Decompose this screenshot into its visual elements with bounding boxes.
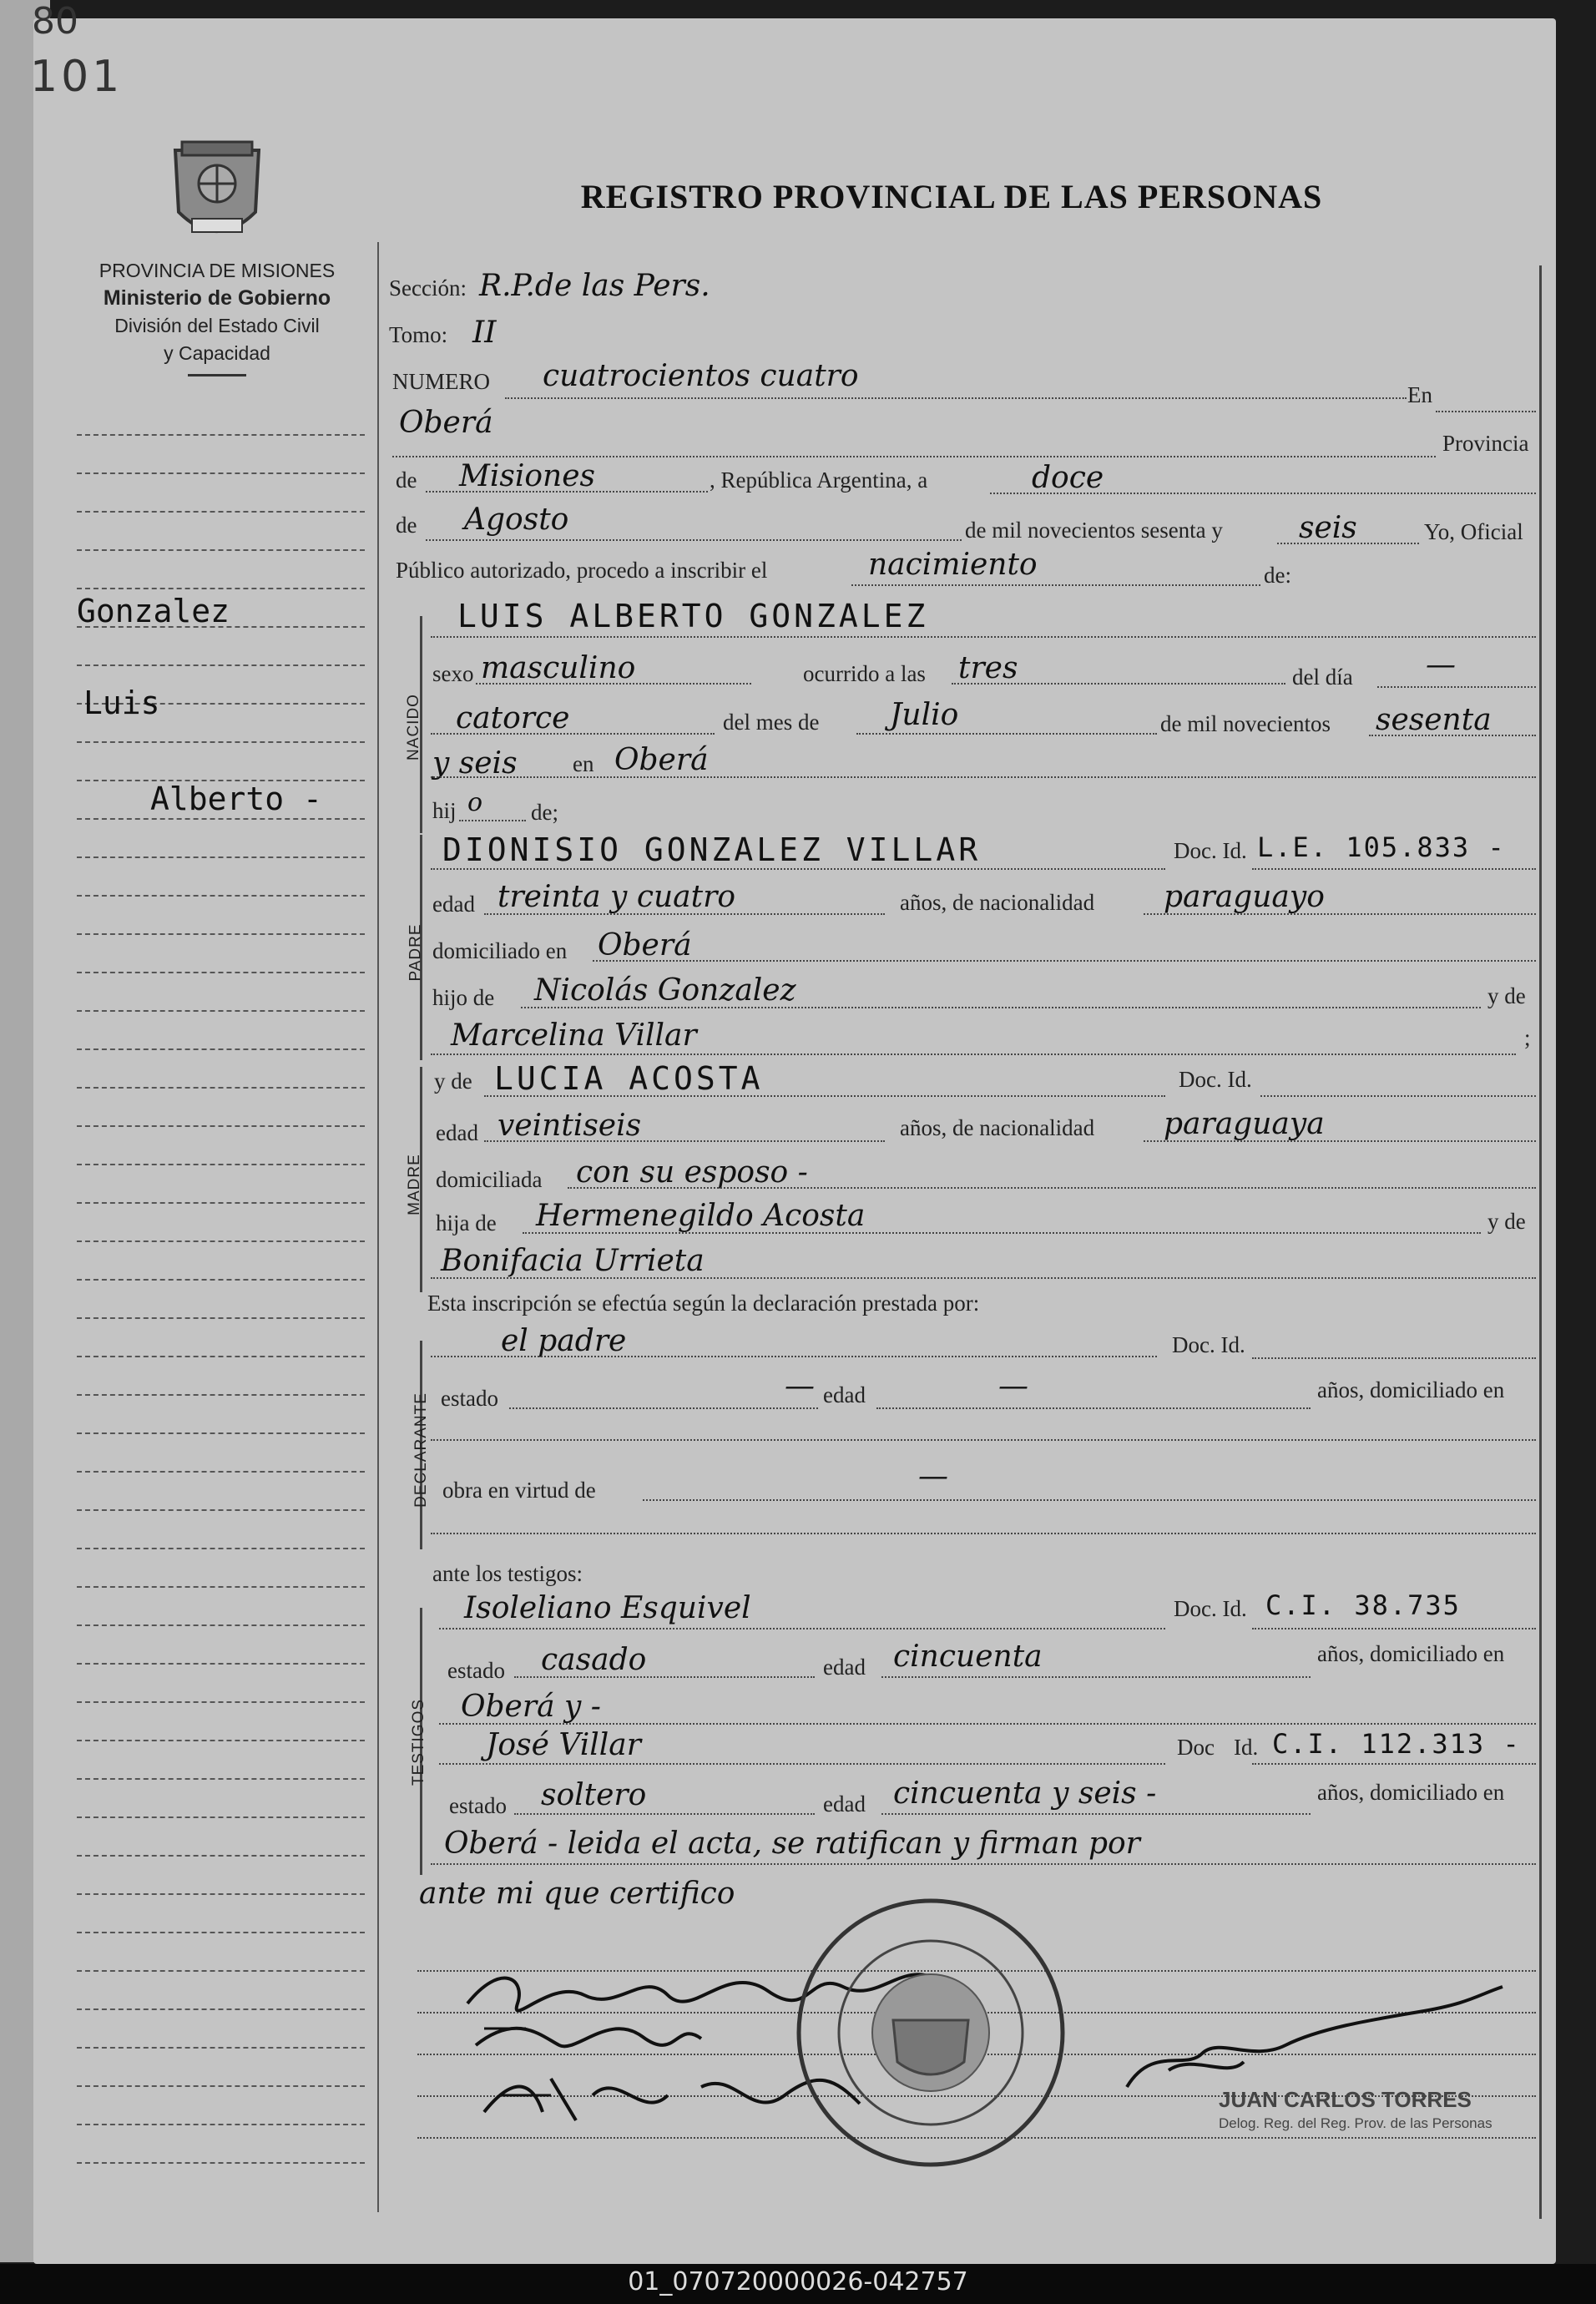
label-estado-decl: estado <box>441 1386 498 1411</box>
value-anio: seis <box>1299 511 1357 545</box>
margin-ruled-line <box>77 1010 365 1012</box>
value-madre-edad: veintiseis <box>497 1109 642 1143</box>
section-label-nacido: NACIDO <box>404 694 422 760</box>
margin-ruled-line <box>77 2047 365 2049</box>
label-en-2: en <box>573 751 594 776</box>
value-declarante: el padre <box>501 1324 627 1358</box>
label-numero: NUMERO <box>392 369 491 394</box>
label-y-de-madre: y de <box>434 1069 472 1094</box>
margin-ruled-line <box>77 1855 365 1857</box>
label-anos-nac-madre: años, de nacionalidad <box>900 1115 1095 1140</box>
value-decl-obra: — <box>918 1459 948 1493</box>
dotted-line <box>1252 1357 1536 1359</box>
value-hora: tres <box>958 651 1018 685</box>
value-decl-estado: — <box>785 1369 815 1403</box>
dotted-line <box>1436 411 1536 412</box>
label-republica: , República Argentina, a <box>710 467 928 493</box>
label-y-de-madre-2: y de <box>1487 1209 1526 1234</box>
label-anos-dom-t1: años, domiciliado en <box>1317 1641 1505 1666</box>
official-name: JUAN CARLOS TORRES <box>1219 2087 1472 2112</box>
label-de: de <box>396 467 417 493</box>
label-ante: ante los testigos: <box>432 1561 583 1586</box>
value-anio-nac: sesenta <box>1376 703 1492 737</box>
label-anos-dom-decl: años, domiciliado en <box>1317 1377 1505 1402</box>
margin-ruled-line <box>77 1087 365 1089</box>
value-madre-nac: paraguaya <box>1164 1107 1325 1141</box>
dotted-line <box>431 776 1536 778</box>
label-publico: Público autorizado, procedo a inscribir el <box>396 558 768 583</box>
label-de-colon: de: <box>1264 563 1291 588</box>
margin-ruled-line <box>77 1125 365 1127</box>
label-sexo: sexo <box>432 661 474 686</box>
margin-ruled-line <box>77 588 365 589</box>
dotted-line <box>484 1140 885 1142</box>
label-yo-oficial: Yo, Oficial <box>1424 519 1523 544</box>
dotted-line <box>431 1277 1536 1279</box>
margin-ruled-line <box>77 2008 365 2010</box>
header-divider <box>188 374 246 376</box>
document-title: REGISTRO PROVINCIAL DE LAS PERSONAS <box>580 178 1323 215</box>
dotted-line <box>876 1407 1311 1409</box>
value-lugar: Oberá <box>399 406 493 440</box>
label-de-2: de <box>396 513 417 538</box>
label-de-mil: de mil novecientos sesenta y <box>965 518 1223 543</box>
margin-ruled-line <box>77 1164 365 1165</box>
dotted-line <box>881 1813 1311 1815</box>
margin-ruled-line <box>77 1240 365 1242</box>
value-testigo2-doc: C.I. 112.313 - <box>1272 1728 1521 1760</box>
value-tomo: II <box>472 316 497 350</box>
value-acto: nacimiento <box>868 548 1038 582</box>
label-estado-t2: estado <box>449 1793 507 1818</box>
dotted-line <box>431 1863 1536 1865</box>
margin-ruled-line <box>77 2124 365 2125</box>
dotted-line <box>952 683 1285 685</box>
margin-ruled-line <box>77 933 365 935</box>
dotted-line <box>426 491 708 493</box>
dotted-line <box>990 493 1536 494</box>
label-hija-de: hija de <box>436 1210 497 1235</box>
label-provincia: Provincia <box>1442 431 1529 456</box>
margin-ruled-line <box>77 1048 365 1050</box>
margin-ruled-line <box>77 1701 365 1703</box>
value-padre-nac: paraguayo <box>1164 880 1325 914</box>
label-estado-t1: estado <box>447 1658 505 1683</box>
value-padre-madre: Marcelina Villar <box>451 1018 697 1053</box>
issuer-ministry: Ministerio de Gobierno <box>103 286 331 310</box>
value-madre-madre: Bonifacia Urrieta <box>441 1244 705 1278</box>
margin-divider <box>377 242 379 2212</box>
value-dia-nac: catorce <box>456 701 570 735</box>
margin-ruled-line <box>77 472 365 474</box>
dotted-line <box>484 1095 1165 1097</box>
label-ocurrido: ocurrido a las <box>803 661 926 686</box>
value-testigo1: Isoleliano Esquivel <box>464 1591 751 1625</box>
value-hijo-suffix: o <box>467 788 483 817</box>
value-padre-dom: Oberá <box>598 928 692 963</box>
margin-ruled-line <box>77 1394 365 1396</box>
dotted-line <box>431 868 1165 870</box>
section-label-testigos: TESTIGOS <box>410 1698 428 1786</box>
dotted-line <box>431 1439 1536 1441</box>
margin-ruled-line <box>77 856 365 858</box>
margin-ruled-line <box>77 549 365 551</box>
section-label-declarante: DECLARANTE <box>412 1392 430 1508</box>
margin-first-name: Luis <box>83 685 160 721</box>
value-testigo1-estado: casado <box>541 1643 647 1677</box>
label-semicolon: ; <box>1524 1025 1531 1050</box>
section-label-madre: MADRE <box>405 1154 423 1215</box>
value-madre-padre: Hermenegildo Acosta <box>536 1199 866 1233</box>
issuer-province: PROVINCIA DE MISIONES <box>98 260 336 281</box>
margin-middle-name: Alberto - <box>150 781 322 817</box>
label-hijo-de: hijo de <box>432 985 495 1010</box>
margin-ruled-line <box>77 1778 365 1780</box>
margin-ruled-line <box>77 1202 365 1204</box>
label-edad-padre: edad <box>432 892 475 917</box>
margin-ruled-line <box>77 1663 365 1665</box>
label-doc-t2: Doc <box>1177 1735 1215 1760</box>
label-edad-t1: edad <box>823 1655 866 1680</box>
value-dash-dia: — <box>1426 648 1456 682</box>
dotted-line <box>459 820 526 821</box>
dotted-line <box>431 1053 1516 1055</box>
official-role: Delog. Reg. del Reg. Prov. de las Personas <box>1219 2115 1492 2131</box>
value-decl-edad: — <box>998 1369 1028 1403</box>
value-padre: DIONISIO GONZALEZ VILLAR <box>442 831 982 868</box>
dotted-line <box>514 1813 815 1815</box>
label-edad-madre: edad <box>436 1120 478 1145</box>
dotted-line <box>1252 868 1536 870</box>
label-dom-padre: domiciliado en <box>432 938 568 963</box>
dotted-line <box>593 960 1536 962</box>
dotted-line <box>476 683 751 685</box>
label-y-de-padre: y de <box>1487 983 1526 1008</box>
dotted-line <box>439 1628 1165 1629</box>
official-seal-stamp <box>793 1895 1068 2170</box>
value-nombre: LUIS ALBERTO GONZALEZ <box>457 598 929 634</box>
margin-ruled-line <box>77 1509 365 1511</box>
label-en: En <box>1407 382 1432 407</box>
label-del-mes: del mes de <box>723 710 820 735</box>
dotted-line <box>431 733 715 735</box>
value-seccion: R.P.de las Pers. <box>479 269 710 303</box>
label-edad-t2: edad <box>823 1791 866 1816</box>
margin-ruled-line <box>77 1471 365 1473</box>
dotted-line <box>1369 735 1536 736</box>
dotted-line <box>851 584 1260 586</box>
value-mes: Agosto <box>464 503 569 537</box>
margin-ruled-line <box>77 1740 365 1741</box>
margin-ruled-line <box>77 1893 365 1895</box>
margin-ruled-line <box>77 1624 365 1626</box>
issuer-division: División del Estado Civil <box>114 315 320 336</box>
dotted-line <box>439 1763 1165 1765</box>
value-mes-nac: Julio <box>890 698 959 732</box>
dotted-line <box>1144 1140 1536 1142</box>
margin-ruled-line <box>77 1816 365 1818</box>
label-anos-nac-padre: años, de nacionalidad <box>900 890 1095 915</box>
margin-ruled-line <box>77 1317 365 1319</box>
label-hijo: hij <box>432 798 457 823</box>
dotted-line <box>856 733 1157 735</box>
margin-ruled-line <box>77 818 365 820</box>
dotted-line <box>484 913 885 915</box>
corner-number: 80 <box>32 0 78 43</box>
issuer-division-2: y Capacidad <box>164 342 270 364</box>
dotted-line <box>521 1007 1481 1008</box>
value-padre-padre: Nicolás Gonzalez <box>534 973 796 1008</box>
dotted-line <box>509 1407 818 1409</box>
dotted-line <box>431 636 1536 638</box>
margin-ruled-line <box>77 1548 365 1549</box>
margin-ruled-line <box>77 741 365 743</box>
margin-ruled-line <box>77 1356 365 1357</box>
label-de-semicolon: de; <box>531 800 558 825</box>
margin-ruled-line <box>77 2085 365 2087</box>
label-de-mil-2: de mil novecientos <box>1160 711 1331 736</box>
margin-ruled-line <box>77 1932 365 1933</box>
value-anio-nac-2: y seis <box>432 746 518 781</box>
margin-ruled-line <box>77 511 365 513</box>
value-testigo2-estado: soltero <box>541 1778 647 1812</box>
dotted-line <box>431 1533 1536 1534</box>
label-obra: obra en virtud de <box>442 1478 596 1503</box>
margin-ruled-line <box>77 434 365 436</box>
margin-ruled-line <box>77 895 365 897</box>
dotted-line <box>881 1676 1311 1678</box>
label-anos-dom-t2: años, domiciliado en <box>1317 1780 1505 1805</box>
dotted-line <box>523 1232 1481 1234</box>
dotted-line <box>1252 1763 1536 1765</box>
margin-ruled-line <box>77 1279 365 1281</box>
dotted-line <box>431 1356 1157 1357</box>
margin-ruled-line <box>77 1586 365 1588</box>
margin-ruled-line <box>77 2162 365 2164</box>
margin-ruled-line <box>77 664 365 666</box>
value-testigo2: José Villar <box>486 1728 641 1762</box>
value-sexo: masculino <box>481 651 636 685</box>
section-label-padre: PADRE <box>407 923 425 982</box>
dotted-line <box>514 1676 815 1678</box>
dotted-line <box>568 1187 1536 1189</box>
dotted-line <box>505 397 1407 399</box>
value-padre-doc: L.E. 105.833 - <box>1257 831 1506 863</box>
issuer-header <box>58 257 376 376</box>
value-cierre-1: Oberá - leida el acta, se ratifican y firman por <box>444 1827 1140 1861</box>
dotted-line <box>1377 686 1536 688</box>
dotted-line <box>392 456 1436 457</box>
dotted-line <box>426 539 962 541</box>
value-padre-edad: treinta y cuatro <box>497 880 735 914</box>
value-dia: doce <box>1032 461 1104 495</box>
label-del-dia: del día <box>1292 664 1353 690</box>
label-id-t2: Id. <box>1234 1735 1259 1760</box>
value-testigo2-edad: cincuenta y seis - <box>893 1776 1157 1811</box>
value-testigo1-dom: Oberá y - <box>461 1690 601 1724</box>
page-number: 101 <box>30 52 124 102</box>
label-dom-madre: domiciliada <box>436 1167 543 1192</box>
dotted-line <box>1260 1095 1536 1097</box>
file-identifier: 01_070720000026-042757 <box>628 2267 968 2296</box>
label-seccion: Sección: <box>389 275 467 301</box>
provincial-emblem-icon <box>159 135 275 252</box>
value-madre: LUCIA ACOSTA <box>494 1060 764 1097</box>
label-inscripcion: Esta inscripción se efectúa según la declaración prestada por: <box>427 1291 980 1316</box>
margin-ruled-line <box>77 1970 365 1972</box>
dotted-line <box>1277 543 1419 544</box>
margin-ruled-line <box>77 972 365 973</box>
value-testigo1-edad: cincuenta <box>893 1640 1043 1674</box>
value-lugar-nac: Oberá <box>614 743 709 777</box>
dotted-line <box>1144 913 1536 915</box>
value-cierre-2: ante mi que certifico <box>419 1877 735 1911</box>
label-tomo: Tomo: <box>389 322 448 347</box>
dotted-line <box>439 1723 1536 1725</box>
value-madre-dom: con su esposo - <box>576 1155 808 1190</box>
label-doc-padre: Doc. Id. <box>1174 838 1247 863</box>
value-provincia: Misiones <box>459 459 596 493</box>
label-doc-madre: Doc. Id. <box>1179 1067 1252 1092</box>
margin-surname: Gonzalez <box>77 593 230 629</box>
label-doc-t1: Doc. Id. <box>1174 1596 1247 1621</box>
official-signature <box>1119 1978 1511 2104</box>
value-numero: cuatrocientos cuatro <box>543 359 859 393</box>
label-edad-decl: edad <box>823 1382 866 1407</box>
dotted-line <box>643 1499 1536 1501</box>
margin-ruled-line <box>77 1432 365 1434</box>
dotted-line <box>1252 1628 1536 1629</box>
value-testigo1-doc: C.I. 38.735 <box>1265 1589 1461 1621</box>
label-doc-decl: Doc. Id. <box>1172 1332 1245 1357</box>
